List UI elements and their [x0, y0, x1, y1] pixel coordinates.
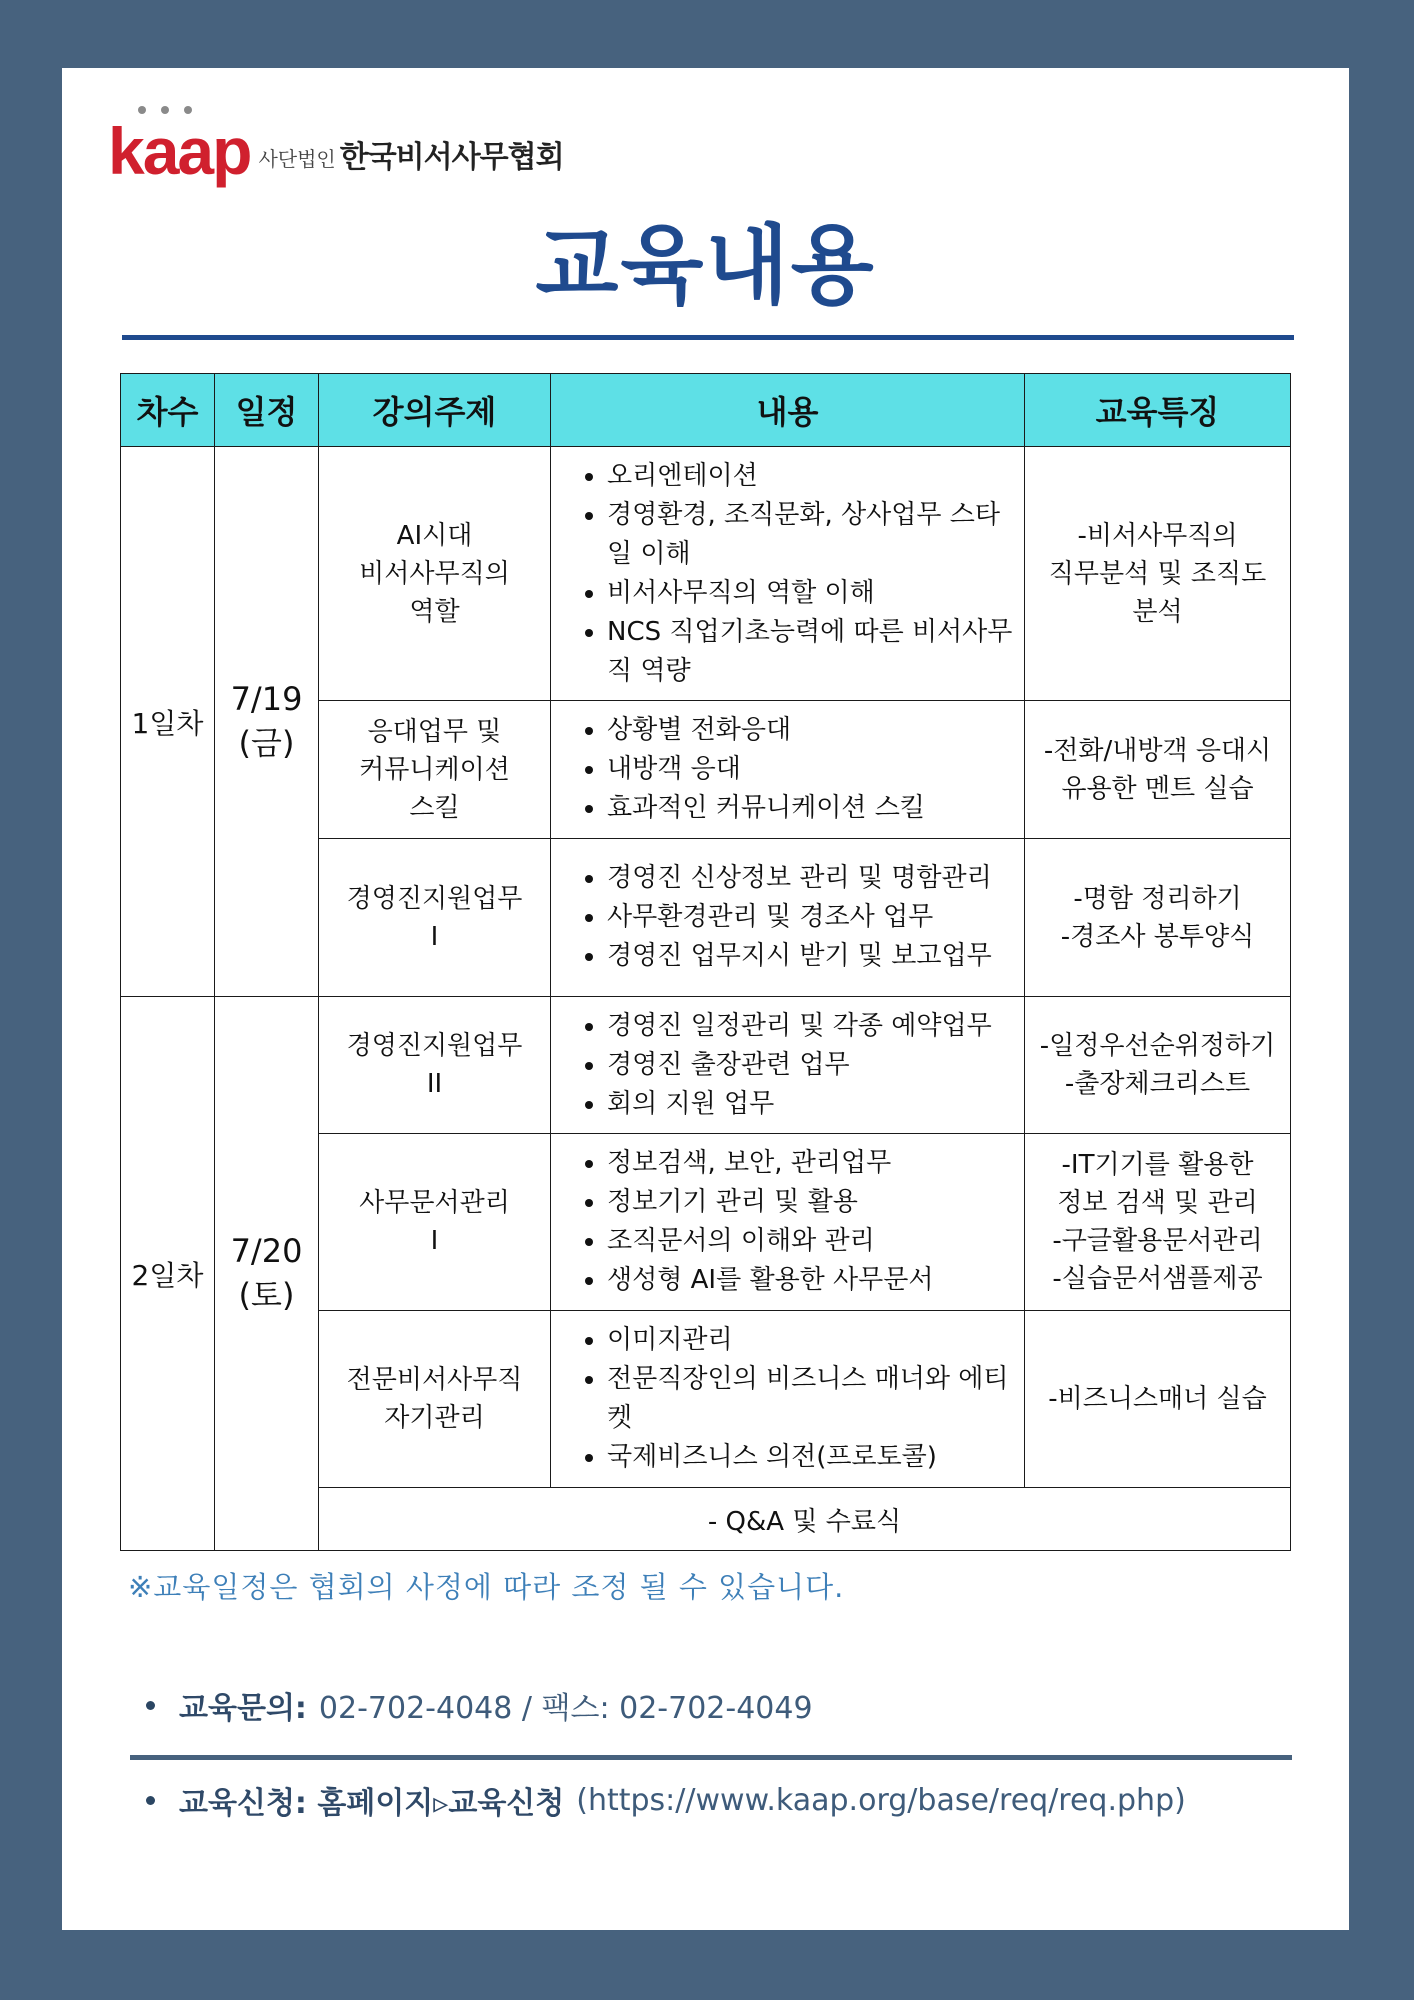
logo-mark [108, 114, 251, 188]
apply-label: 교육신청: 홈페이지▹교육신청 [179, 1786, 565, 1821]
feature-line: -비서사무직의 [1077, 520, 1238, 551]
content-item: • 정보기기 관리 및 활용 [607, 1183, 1024, 1222]
logo-name: 한국비서사무협회 [339, 140, 564, 175]
topic-cell [319, 997, 551, 1134]
topic-line: 경영진지원업무 [346, 1031, 523, 1061]
weekday-line: (토) [238, 1275, 295, 1314]
page-title: 교육내용 [535, 216, 876, 316]
topic-line: 전문비서사무직 [346, 1365, 523, 1395]
content-item: • 회의 지원 업무 [607, 1085, 1024, 1124]
schedule-note: ※교육일정은 협회의 사정에 따라 조정 될 수 있습니다. [128, 1570, 845, 1604]
header-cell: 내용 [551, 374, 1025, 447]
bullet-icon [146, 1701, 155, 1710]
topic-line: 커뮤니케이션 [359, 754, 510, 785]
content-item: • 이미지관리 [607, 1321, 1024, 1360]
feature-line: 직무분석 및 조직도 [1048, 558, 1267, 589]
contact-line [146, 1683, 813, 1727]
logo-mark-text: kaap [108, 114, 251, 188]
header-cell: 차수 [121, 374, 215, 447]
feature-cell [1025, 1134, 1291, 1311]
topic-line: 역할 [409, 596, 460, 627]
feature-cell [1025, 997, 1291, 1134]
date-cell [215, 447, 319, 997]
topic-line: I [430, 1226, 439, 1256]
table-row [121, 447, 1291, 701]
content-cell [551, 447, 1025, 701]
feature-line: -명함 정리하기 [1073, 883, 1242, 914]
content-item: • 효과적인 커뮤니케이션 스킬 [607, 789, 1024, 828]
feature-line: -실습문서샘플제공 [1052, 1264, 1263, 1294]
content-item: • 전문직장인의 비즈니스 매너와 에티켓 [607, 1360, 1024, 1438]
topic-line: I [430, 921, 439, 952]
header-cell: 강의주제 [319, 374, 551, 447]
topic-line: 사무문서관리 [359, 1188, 510, 1218]
feature-cell [1025, 701, 1291, 839]
feature-line: 유용한 멘트 실습 [1061, 773, 1254, 804]
date-line: 7/19 [230, 679, 303, 718]
kaap-logo [108, 104, 564, 188]
feature-line: -일정우선순위정하기 [1039, 1031, 1276, 1061]
feature-line: -경조사 봉투양식 [1060, 921, 1255, 952]
feature-line: -IT기기를 활용한 [1061, 1150, 1254, 1180]
topic-cell [319, 447, 551, 701]
topic-cell [319, 1134, 551, 1311]
content-cell [551, 997, 1025, 1134]
bullet-icon [146, 1796, 155, 1805]
topic-line: 응대업무 및 [367, 716, 502, 747]
date-line: 7/20 [230, 1231, 303, 1270]
topic-line: II [426, 1069, 443, 1099]
topic-cell [319, 839, 551, 997]
topic-line: 자기관리 [384, 1403, 485, 1433]
content-item: • 내방객 응대 [607, 750, 1024, 789]
content-item: • 생성형 AI를 활용한 사무문서 [607, 1261, 1024, 1300]
logo-dots [108, 106, 228, 120]
schedule-table [120, 373, 1291, 1551]
topic-line: 경영진지원업무 [346, 883, 523, 914]
content-cell [551, 1134, 1025, 1311]
content-item: • 사무환경관리 및 경조사 업무 [607, 898, 1024, 937]
content-cell [551, 1311, 1025, 1488]
content-item: • 경영진 신상정보 관리 및 명함관리 [607, 859, 1024, 898]
topic-line: AI시대 [396, 520, 473, 551]
date-cell [215, 997, 319, 1551]
day-cell: 1일차 [121, 447, 215, 997]
closing-cell: - Q&A 및 수료식 [319, 1488, 1291, 1551]
feature-cell [1025, 1311, 1291, 1488]
info-divider [130, 1755, 1292, 1760]
content-item: • 상황별 전화응대 [607, 711, 1024, 750]
contact-label: 교육문의: [179, 1691, 307, 1726]
topic-line: 비서사무직의 [359, 558, 510, 589]
content-item: • 비서사무직의 역할 이해 [607, 574, 1024, 613]
feature-line: 정보 검색 및 관리 [1057, 1188, 1258, 1218]
content-item: • 경영환경, 조직문화, 상사업무 스타일 이해 [607, 496, 1024, 574]
feature-cell [1025, 447, 1291, 701]
logo-sub: 사단법인 [258, 147, 336, 171]
feature-line: -비즈니스매너 실습 [1048, 1384, 1267, 1414]
header-cell: 일정 [215, 374, 319, 447]
topic-line: 스킬 [409, 792, 460, 823]
content-item: • 국제비즈니스 의전(프로토콜) [607, 1438, 1024, 1477]
day-cell: 2일차 [121, 997, 215, 1551]
content-item: • 경영진 출장관련 업무 [607, 1046, 1024, 1085]
title-divider [122, 335, 1294, 340]
content-cell [551, 701, 1025, 839]
topic-cell [319, 701, 551, 839]
feature-line: 분석 [1132, 596, 1183, 627]
content-item: • 경영진 업무지시 받기 및 보고업무 [607, 937, 1024, 976]
table-header-row [121, 374, 1291, 447]
feature-line: -출장체크리스트 [1064, 1069, 1251, 1099]
header-cell: 교육특징 [1025, 374, 1291, 447]
page [62, 68, 1349, 1930]
feature-cell [1025, 839, 1291, 997]
content-item: • 조직문서의 이해와 관리 [607, 1222, 1024, 1261]
content-item: • 오리엔테이션 [607, 457, 1024, 496]
apply-link[interactable]: (https://www.kaap.org/base/req/req.php) [576, 1782, 1186, 1818]
content-cell [551, 839, 1025, 997]
topic-cell [319, 1311, 551, 1488]
weekday-line: (금) [238, 723, 295, 762]
content-item: • 경영진 일정관리 및 각종 예약업무 [607, 1007, 1024, 1046]
content-item: • 정보검색, 보안, 관리업무 [607, 1144, 1024, 1183]
feature-line: -구글활용문서관리 [1052, 1226, 1263, 1256]
apply-line [146, 1778, 1186, 1822]
content-item: • NCS 직업기초능력에 따른 비서사무직 역량 [607, 613, 1024, 691]
table-row [121, 997, 1291, 1134]
feature-line: -전화/내방객 응대시 [1043, 735, 1272, 766]
contact-value: 02-702-4048 / 팩스: 02-702-4049 [318, 1691, 813, 1726]
